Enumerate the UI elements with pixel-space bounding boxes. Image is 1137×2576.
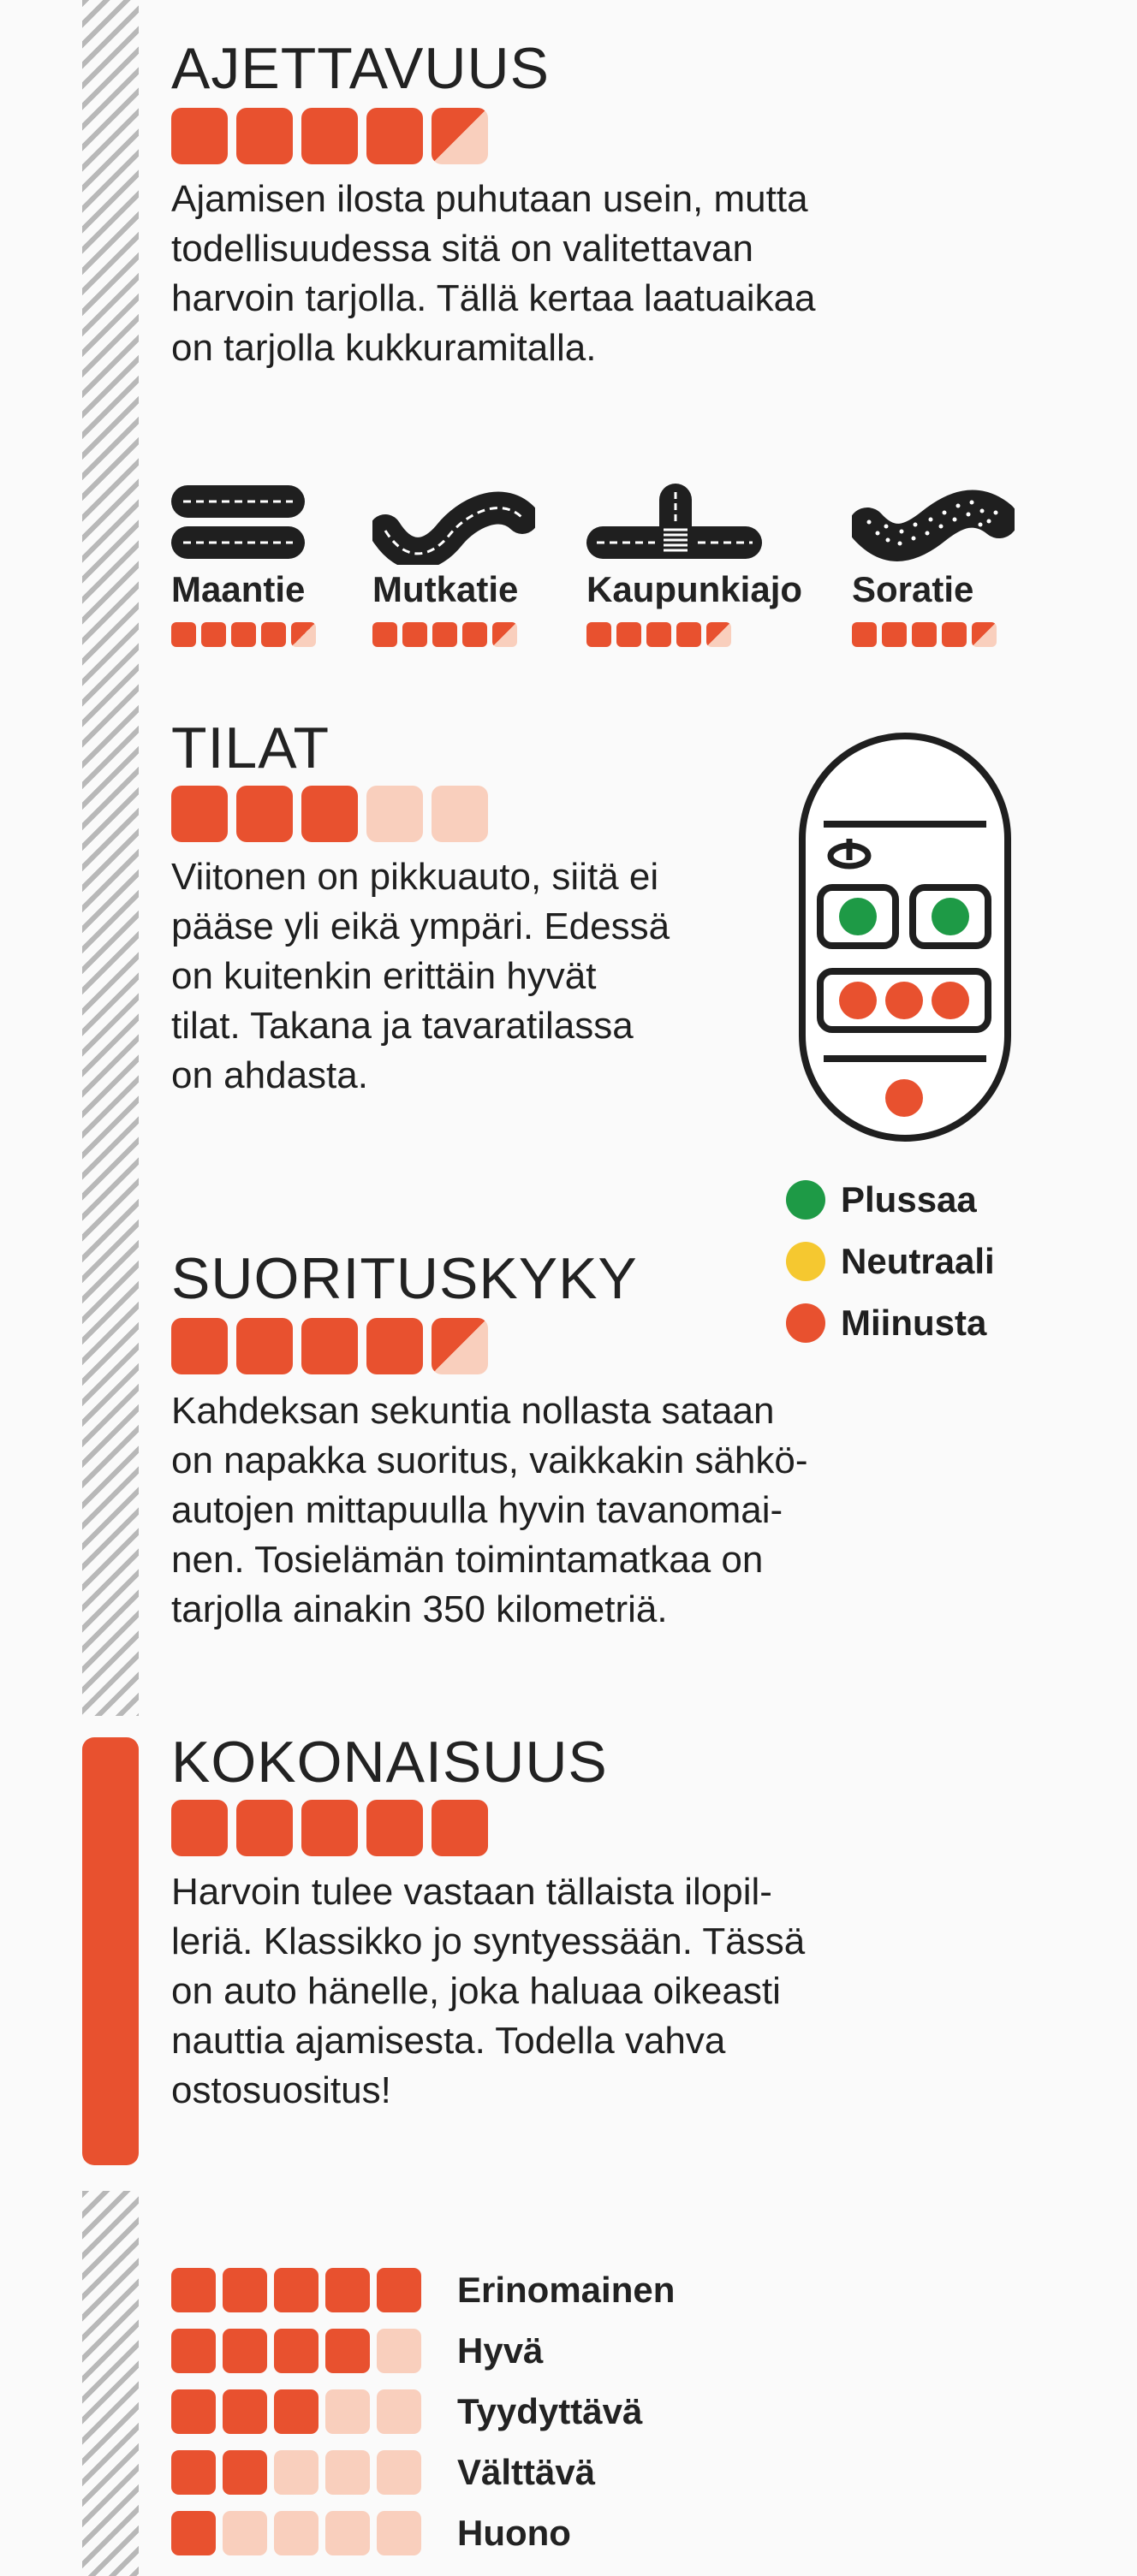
section-title-tilat: TILAT: [171, 715, 330, 781]
rating-square: [646, 622, 671, 647]
road-type-mutkatie: [372, 484, 535, 647]
rating-square: [325, 2389, 370, 2434]
road-label: Soratie: [852, 569, 974, 609]
rating-square: [616, 622, 641, 647]
rating-square: [325, 2511, 370, 2555]
rating-square: [274, 2511, 318, 2555]
road-label: Kaupunkiajo: [586, 569, 803, 609]
rating-square: [274, 2450, 318, 2495]
rating-square: [236, 108, 293, 164]
road-type-kaupunkiajo: [586, 484, 802, 647]
rating-square: [171, 1318, 228, 1374]
road-rating: [586, 622, 802, 647]
winding-road-icon: [372, 484, 535, 565]
yellow-dot-icon: [786, 1242, 825, 1281]
section-title-suorituskyky: SUORITUSKYKY: [171, 1246, 638, 1311]
rating-kokonaisuus: [171, 1800, 488, 1856]
rating-square: [377, 2268, 421, 2312]
road-label: Mutkatie: [372, 569, 519, 609]
rating-square: [223, 2511, 267, 2555]
left-accent-bar: [82, 1737, 139, 2165]
rating-square: [274, 2329, 318, 2373]
rating-square: [291, 622, 316, 647]
rating-square: [223, 2450, 267, 2495]
rating-square: [201, 622, 226, 647]
rating-square: [223, 2389, 267, 2434]
rating-square: [402, 622, 427, 647]
rating-square: [912, 622, 937, 647]
rating-square: [325, 2450, 370, 2495]
rating-square: [706, 622, 731, 647]
rating-square: [325, 2329, 370, 2373]
rating-square: [171, 2450, 216, 2495]
rating-square: [377, 2329, 421, 2373]
rating-square: [492, 622, 517, 647]
rating-suorituskyky: [171, 1318, 488, 1374]
rating-square: [366, 1318, 423, 1374]
rating-square: [586, 622, 611, 647]
scale-row: Välttävä: [171, 2442, 675, 2502]
rating-square: [236, 1800, 293, 1856]
red-dot-icon: [786, 1303, 825, 1343]
rating-square: [432, 622, 457, 647]
rating-square: [325, 2268, 370, 2312]
rating-square: [366, 786, 423, 842]
section-title-ajettavuus: AJETTAVUUS: [171, 36, 550, 101]
road-rating: [372, 622, 535, 647]
rating-square: [462, 622, 487, 647]
rating-scale-key: [171, 2259, 675, 2563]
rating-square: [171, 1800, 228, 1856]
scale-row: Huono: [171, 2502, 675, 2563]
rating-square: [171, 2268, 216, 2312]
rating-square: [377, 2511, 421, 2555]
rating-square: [171, 2329, 216, 2373]
road-label: Maantie: [171, 569, 306, 609]
rating-square: [301, 786, 358, 842]
rating-square: [301, 1318, 358, 1374]
rating-square: [231, 622, 256, 647]
city-road-icon: [586, 484, 766, 565]
legend-item-neutraali: Neutraali: [786, 1231, 995, 1292]
section-text-kokonaisuus: Harvoin tulee vastaan tällaista ilopil- leriä. Klassikko jo syntyessään. Tässä on auto hänelle, joka haluaa oikeasti nauttia ajamisesta. Todella vahva ostosuositus!: [171, 1871, 806, 2111]
legend-item-plussaa: Plussaa: [786, 1169, 995, 1231]
car-seat-diagram-icon: [798, 732, 1012, 1143]
rating-ajettavuus: [171, 108, 488, 164]
rating-square: [432, 1800, 488, 1856]
rating-square: [171, 622, 196, 647]
rating-square: [372, 622, 397, 647]
road-type-maantie: [171, 484, 316, 647]
rating-square: [171, 2511, 216, 2555]
rating-square: [432, 1318, 488, 1374]
scale-row: Tyydyttävä: [171, 2381, 675, 2442]
rating-square: [171, 108, 228, 164]
rating-square: [261, 622, 286, 647]
rating-square: [171, 2389, 216, 2434]
left-hatch-stripe-bottom: [82, 2191, 139, 2576]
rating-square: [942, 622, 967, 647]
rating-square: [432, 786, 488, 842]
highway-icon: [171, 484, 308, 565]
rating-tilat: [171, 786, 488, 842]
road-type-soratie: [852, 484, 1015, 647]
green-dot-icon: [786, 1180, 825, 1220]
section-text-suorituskyky: Kahdeksan sekuntia nollasta sataan on napakka suoritus, vaikkakin sähkö- autojen mittapuulla hyvin tavanomai- nen. Tosielämän toimintamatkaa on tarjolla ainakin 350 kilometriä.: [171, 1390, 808, 1630]
rating-square: [274, 2268, 318, 2312]
rating-square: [972, 622, 997, 647]
left-hatch-stripe-top: [82, 0, 139, 1716]
rating-square: [676, 622, 701, 647]
legend-item-miinusta: Miinusta: [786, 1292, 995, 1354]
rating-square: [236, 786, 293, 842]
rating-square: [274, 2389, 318, 2434]
rating-square: [432, 108, 488, 164]
scale-row: Hyvä: [171, 2320, 675, 2381]
section-text-ajettavuus: Ajamisen ilosta puhutaan usein, mutta todellisuudessa sitä on valitettavan harvoin tarjolla. Tällä kertaa laatuaikaa on tarjolla kukkuramitalla.: [171, 178, 816, 369]
section-text-tilat: Viitonen on pikkuauto, siitä ei pääse yli eikä ympäri. Edessä on kuitenkin erittäin hyvät tilat. Takana ja tavaratilassa on ahdasta.: [171, 856, 670, 1096]
gravel-road-icon: [852, 484, 1015, 565]
section-title-kokonaisuus: KOKONAISUUS: [171, 1730, 608, 1795]
road-rating: [171, 622, 316, 647]
rating-square: [301, 108, 358, 164]
rating-square: [377, 2450, 421, 2495]
rating-square: [366, 1800, 423, 1856]
rating-square: [236, 1318, 293, 1374]
rating-square: [882, 622, 907, 647]
rating-square: [223, 2329, 267, 2373]
rating-square: [377, 2389, 421, 2434]
rating-square: [301, 1800, 358, 1856]
scale-row: Erinomainen: [171, 2259, 675, 2320]
legend: [786, 1169, 995, 1354]
road-rating: [852, 622, 1015, 647]
rating-square: [366, 108, 423, 164]
rating-square: [171, 786, 228, 842]
rating-square: [223, 2268, 267, 2312]
rating-square: [852, 622, 877, 647]
